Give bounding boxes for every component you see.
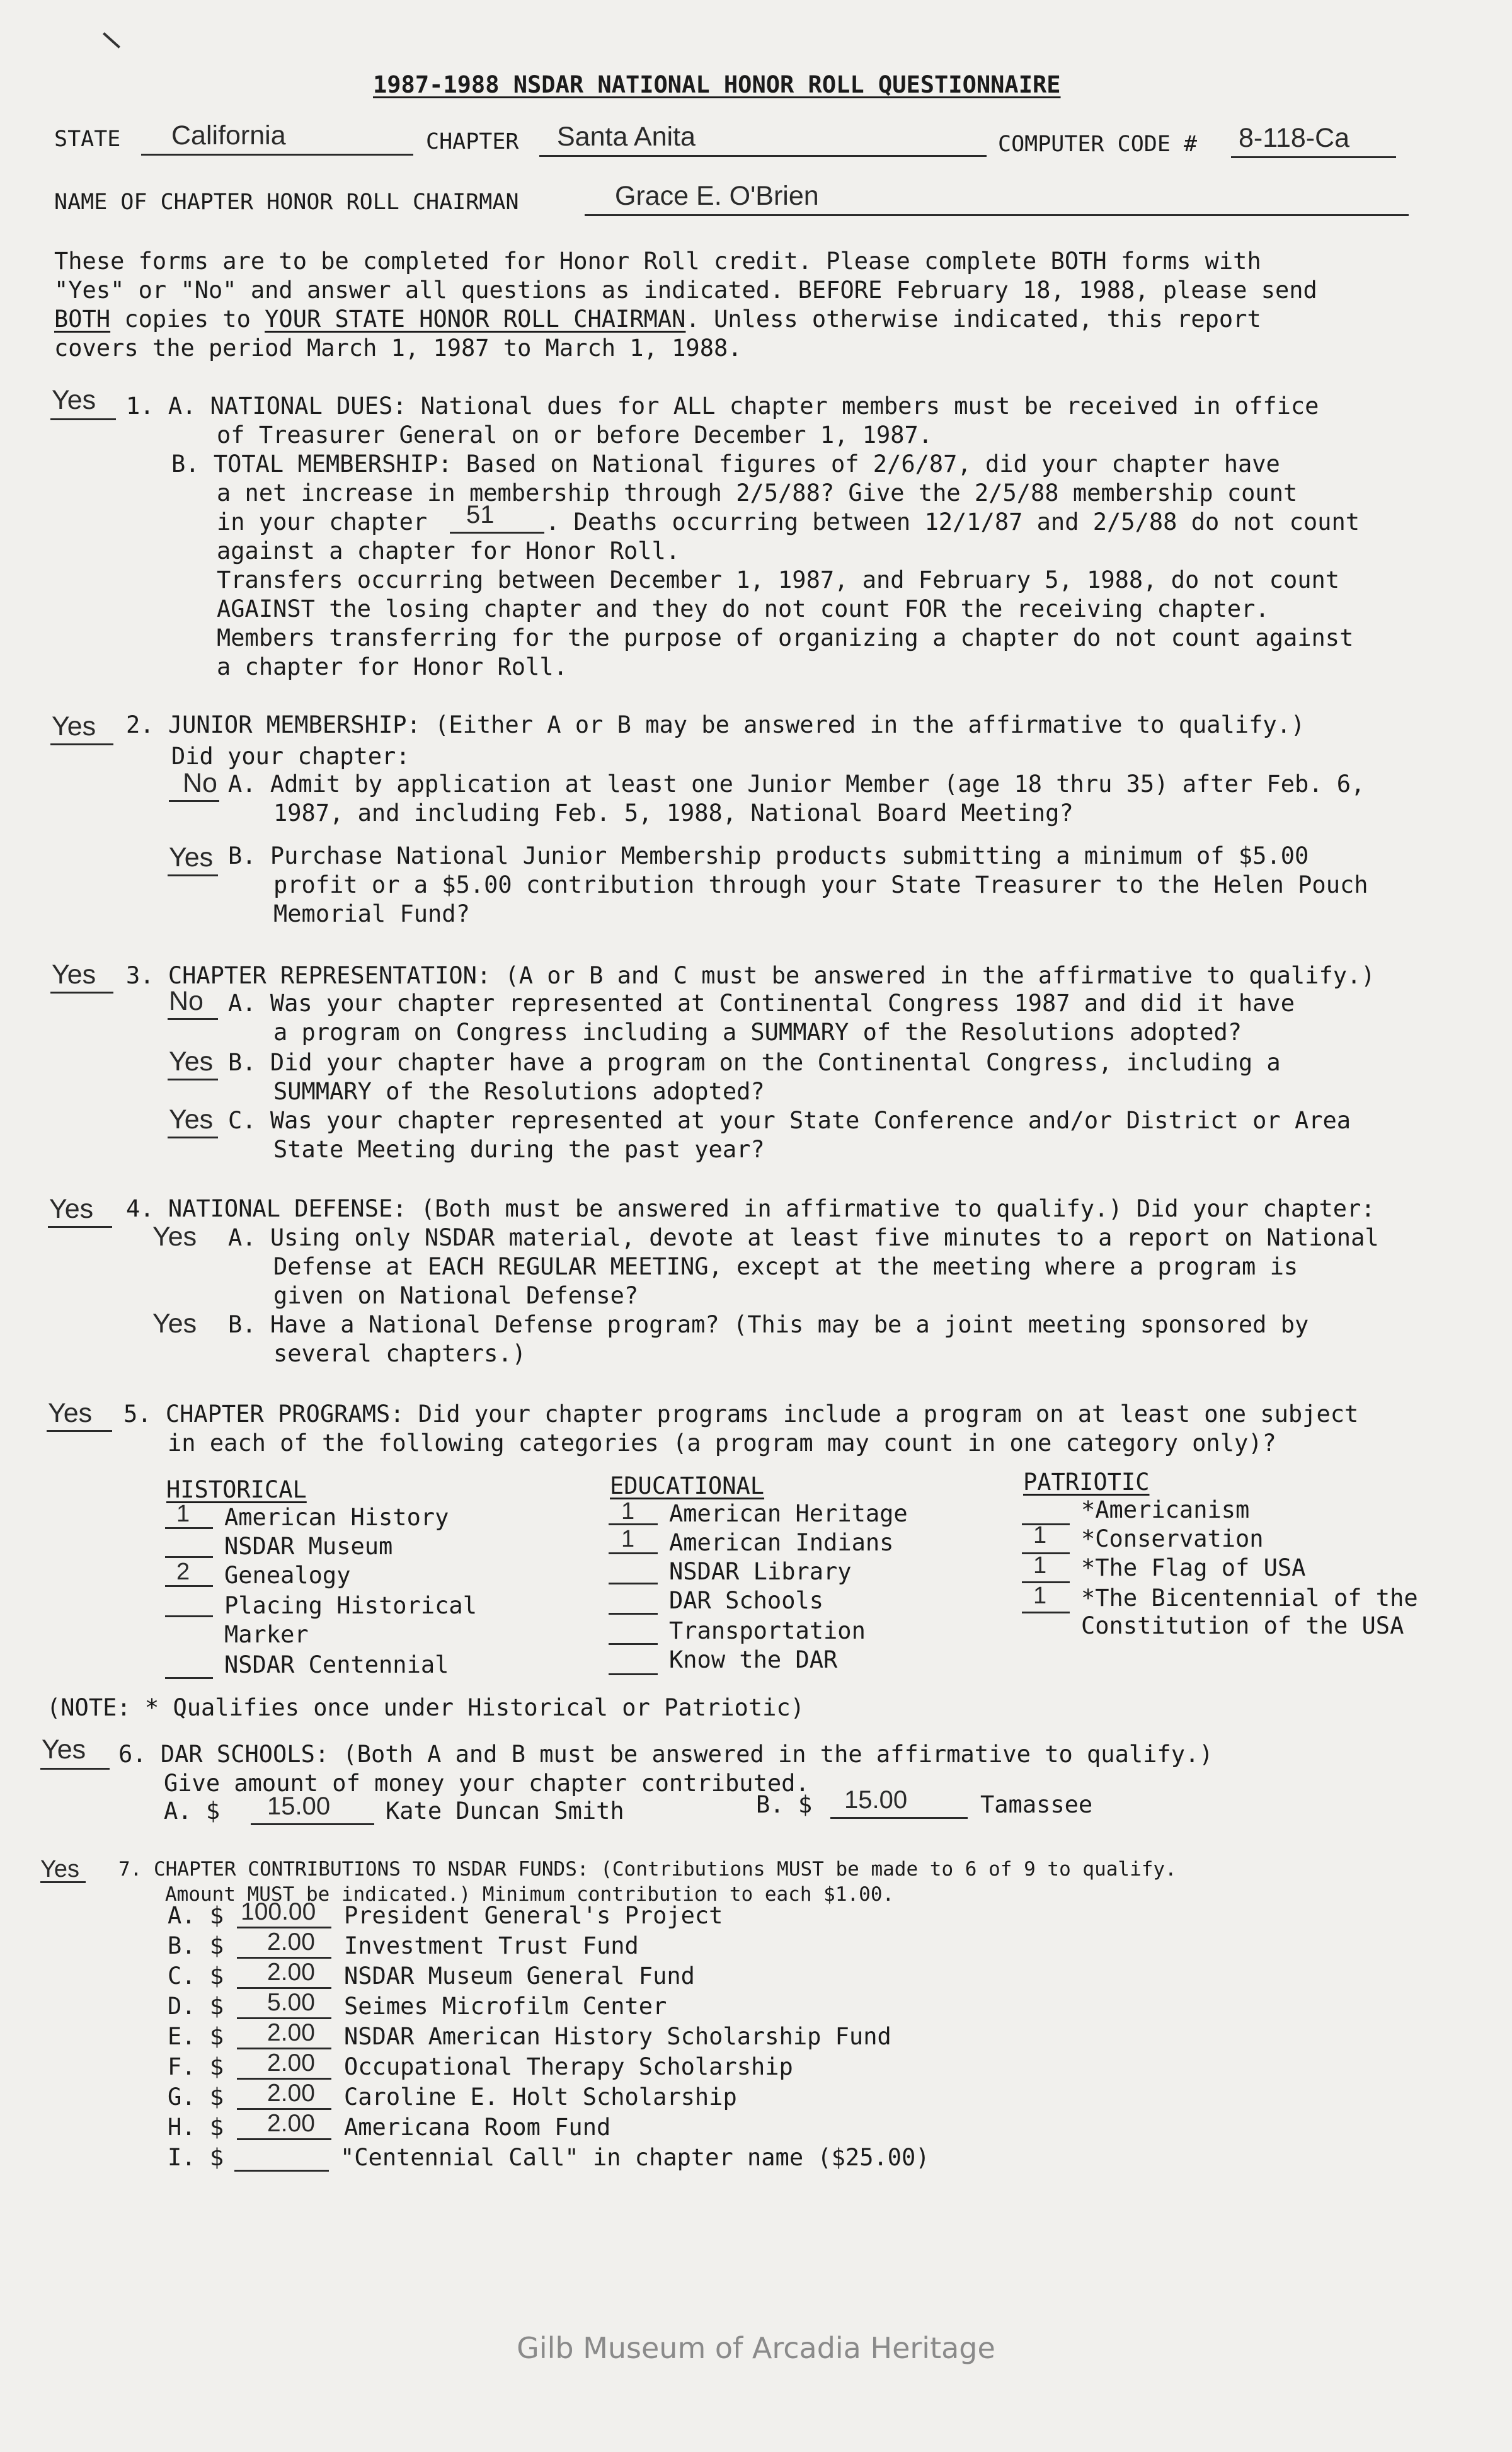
- computer-code-label: COMPUTER CODE #: [998, 132, 1198, 157]
- intro-both: BOTH: [54, 306, 111, 333]
- q3c-answer-line: [168, 1137, 218, 1138]
- q4-answer-line: [48, 1226, 112, 1228]
- fund-g-label: Caroline E. Holt Scholarship: [344, 2083, 737, 2111]
- fund-d-amount[interactable]: 5.00: [267, 1989, 315, 2016]
- q2a-answer-line: [169, 800, 219, 802]
- q1b-line-3b: . Deaths occurring between 12/1/87 and 2/5/88 do not count: [546, 508, 1360, 536]
- fund-f-amount[interactable]: 2.00: [267, 2049, 315, 2077]
- fund-c-label: NSDAR Museum General Fund: [344, 1962, 695, 1990]
- q2b-answer[interactable]: Yes: [169, 842, 214, 873]
- fund-e-label: NSDAR American History Scholarship Fund: [344, 2023, 891, 2050]
- intro-line-4: covers the period March 1, 1987 to March 1, 1988.: [54, 335, 742, 362]
- q3a-line-1: A. Was your chapter represented at Continental Congress 1987 and did it have: [228, 990, 1295, 1017]
- membership-count-line: [450, 532, 544, 534]
- fund-e-letter: E. $: [168, 2023, 224, 2050]
- q6b-line: [830, 1817, 968, 1819]
- patriotic-count-conservation[interactable]: 1: [1033, 1522, 1047, 1549]
- q2-answer[interactable]: Yes: [52, 711, 96, 742]
- educational-line-2: [609, 1552, 658, 1554]
- intro-line-2: "Yes" or "No" and answer all questions as indicated. BEFORE February 18, 1988, please send: [54, 277, 1317, 304]
- fund-b-amount[interactable]: 2.00: [267, 1928, 315, 1956]
- educational-item-american-indians: American Indians: [669, 1529, 894, 1556]
- q1b-line-3a: in your chapter: [217, 508, 428, 536]
- patriotic-item-conservation: *Conservation: [1081, 1525, 1264, 1552]
- q6a-line: [251, 1823, 374, 1825]
- fund-h-letter: H. $: [168, 2114, 224, 2141]
- q6b-prefix: B. $: [756, 1791, 813, 1818]
- q3-answer-line: [50, 992, 113, 994]
- q7-line-2: Amount MUST be indicated.) Minimum contribution to each $1.00.: [165, 1883, 895, 1906]
- fund-a-label: President General's Project: [344, 1902, 723, 1929]
- q2-line-2: Did your chapter:: [171, 743, 410, 770]
- q7-answer[interactable]: Yes: [40, 1856, 79, 1882]
- tamassee-amount[interactable]: 15.00: [844, 1786, 908, 1814]
- fund-d-letter: D. $: [168, 1993, 224, 2020]
- q6-answer[interactable]: Yes: [42, 1734, 86, 1765]
- q4b-line-2: several chapters.): [273, 1340, 526, 1367]
- historical-item-placing-marker: Placing Historical: [224, 1592, 477, 1619]
- patriotic-heading: PATRIOTIC: [1023, 1469, 1150, 1496]
- educational-line-6: [609, 1673, 658, 1675]
- educational-count-american-indians[interactable]: 1: [621, 1526, 635, 1552]
- q1b-line-2: a net increase in membership through 2/5/88? Give the 2/5/88 membership count: [217, 479, 1298, 507]
- patriotic-count-bicentennial[interactable]: 1: [1033, 1583, 1047, 1609]
- chapter-line: [539, 155, 987, 157]
- patriotic-count-flag[interactable]: 1: [1033, 1552, 1047, 1579]
- fund-c-letter: C. $: [168, 1962, 224, 1990]
- fund-i-letter: I. $: [168, 2144, 224, 2171]
- q3b-answer[interactable]: Yes: [169, 1046, 214, 1077]
- q4-line-1: 4. NATIONAL DEFENSE: (Both must be answered in affirmative to qualify.) Did your chapter:: [126, 1195, 1375, 1222]
- fund-e-amount[interactable]: 2.00: [267, 2019, 315, 2046]
- q2a-answer[interactable]: No: [183, 768, 217, 798]
- q3b-line-1: B. Did your chapter have a program on the Continental Congress, including a: [228, 1049, 1281, 1076]
- historical-item-genealogy: Genealogy: [224, 1562, 351, 1589]
- state-line: [141, 154, 413, 156]
- fund-f-label: Occupational Therapy Scholarship: [344, 2053, 793, 2080]
- educational-heading: EDUCATIONAL: [610, 1472, 765, 1499]
- fund-a-amount[interactable]: 100.00: [241, 1898, 316, 1925]
- educational-line-3: [609, 1583, 658, 1584]
- educational-item-dar-schools: DAR Schools: [669, 1587, 824, 1614]
- fund-i-label: "Centennial Call" in chapter name ($25.00): [340, 2144, 930, 2171]
- historical-line-4: [165, 1615, 213, 1617]
- fund-g-amount[interactable]: 2.00: [267, 2080, 315, 2107]
- computer-code-line: [1231, 156, 1396, 158]
- q5-line-1: 5. CHAPTER PROGRAMS: Did your chapter programs include a program on at least one subject: [123, 1401, 1359, 1428]
- q4a-line-2: Defense at EACH REGULAR MEETING, except at the meeting where a program is: [273, 1253, 1298, 1280]
- q1b-line-1: B. TOTAL MEMBERSHIP: Based on National figures of 2/6/87, did your chapter have: [171, 450, 1280, 478]
- q2-line-1: 2. JUNIOR MEMBERSHIP: (Either A or B may be answered in the affirmative to qualify.): [126, 711, 1305, 738]
- q3c-line-2: State Meeting during the past year?: [273, 1136, 765, 1163]
- q4a-line-3: given on National Defense?: [273, 1282, 639, 1309]
- q2b-answer-line: [168, 874, 218, 876]
- fund-h-label: Americana Room Fund: [344, 2114, 611, 2141]
- fund-b-letter: B. $: [168, 1932, 224, 1959]
- q1a-line-1: 1. A. NATIONAL DUES: National dues for ALL chapter members must be received in office: [126, 392, 1319, 420]
- membership-count[interactable]: 51: [466, 501, 495, 529]
- patriotic-item-bicentennial: *The Bicentennial of the: [1081, 1584, 1418, 1612]
- intro-line-3: BOTH copies to YOUR STATE HONOR ROLL CHAIRMAN. Unless otherwise indicated, this report: [54, 306, 1261, 333]
- q3a-answer-line: [168, 1018, 218, 1020]
- historical-line-3: [165, 1585, 213, 1587]
- q3b-answer-line: [168, 1079, 218, 1080]
- chapter-value[interactable]: Santa Anita: [557, 122, 696, 152]
- patriotic-item-flag: *The Flag of USA: [1081, 1554, 1306, 1581]
- q2-answer-line: [50, 743, 113, 745]
- q1-answer-line: [50, 418, 116, 420]
- q6-line-2: Give amount of money your chapter contributed.: [164, 1770, 810, 1797]
- q2a-line-2: 1987, and including Feb. 5, 1988, National Board Meeting?: [273, 799, 1074, 827]
- historical-item-marker: Marker: [224, 1621, 309, 1648]
- q3b-line-2: SUMMARY of the Resolutions adopted?: [273, 1078, 765, 1105]
- educational-line-5: [609, 1643, 658, 1645]
- computer-code-value[interactable]: 8-118-Ca: [1239, 123, 1350, 153]
- historical-heading: HISTORICAL: [166, 1476, 307, 1503]
- q4a-answer[interactable]: Yes: [152, 1222, 197, 1252]
- educational-item-american-heritage: American Heritage: [669, 1500, 908, 1527]
- q1-answer[interactable]: Yes: [52, 385, 96, 415]
- chairman-value[interactable]: Grace E. O'Brien: [615, 181, 819, 211]
- q3a-line-2: a program on Congress including a SUMMARY of the Resolutions adopted?: [273, 1019, 1242, 1046]
- q1b-line-8: a chapter for Honor Roll.: [217, 653, 568, 680]
- q3c-answer[interactable]: Yes: [169, 1104, 214, 1135]
- q1b-line-7: Members transferring for the purpose of organizing a chapter do not count against: [217, 624, 1354, 651]
- q4b-answer[interactable]: Yes: [152, 1309, 197, 1339]
- historical-item-nsdar-centennial: NSDAR Centennial: [224, 1651, 449, 1678]
- state-label: STATE: [54, 127, 121, 152]
- q7-answer-line: [40, 1881, 86, 1883]
- q5-line-2: in each of the following categories (a program may count in one category only)?: [168, 1429, 1276, 1457]
- q6-answer-line: [40, 1768, 110, 1770]
- historical-count-american-history[interactable]: 1: [176, 1501, 190, 1527]
- fund-b-label: Investment Trust Fund: [344, 1932, 639, 1959]
- q3-answer[interactable]: Yes: [52, 960, 96, 990]
- q4b-line-1: B. Have a National Defense program? (This may be a joint meeting sponsored by: [228, 1311, 1309, 1338]
- intro-state-chairman: YOUR STATE HONOR ROLL CHAIRMAN: [265, 306, 686, 333]
- historical-item-nsdar-museum: NSDAR Museum: [224, 1533, 393, 1560]
- q1b-line-5: Transfers occurring between December 1, 1987, and February 5, 1988, do not count: [217, 566, 1340, 593]
- patriotic-line-4: [1022, 1612, 1070, 1613]
- fund-i-line[interactable]: [234, 2170, 329, 2172]
- q5-answer[interactable]: Yes: [48, 1398, 93, 1428]
- educational-item-nsdar-library: NSDAR Library: [669, 1558, 852, 1585]
- historical-item-american-history: American History: [224, 1504, 449, 1531]
- fund-c-amount[interactable]: 2.00: [267, 1959, 315, 1986]
- historical-count-genealogy[interactable]: 2: [176, 1559, 190, 1585]
- fund-h-line: [237, 2138, 331, 2140]
- fund-a-letter: A. $: [168, 1902, 224, 1929]
- fund-g-letter: G. $: [168, 2083, 224, 2111]
- q1b-line-6: AGAINST the losing chapter and they do not count FOR the receiving chapter.: [217, 595, 1269, 622]
- q6a-prefix: A. $: [164, 1797, 220, 1825]
- q2b-line-2: profit or a $5.00 contribution through your State Treasurer to the Helen Pouch: [273, 871, 1368, 898]
- q2b-line-3: Memorial Fund?: [273, 900, 470, 927]
- q3a-answer[interactable]: No: [169, 986, 203, 1016]
- educational-item-transportation: Transportation: [669, 1617, 866, 1644]
- educational-item-know-the-dar: Know the DAR: [669, 1646, 838, 1673]
- q1a-line-2: of Treasurer General on or before December 1, 1987.: [217, 421, 933, 449]
- fund-d-label: Seimes Microfilm Center: [344, 1993, 667, 2020]
- q5-note: (NOTE: * Qualifies once under Historical or Patriotic): [47, 1694, 805, 1721]
- q1b-line-4: against a chapter for Honor Roll.: [217, 537, 680, 564]
- q6a-label: Kate Duncan Smith: [386, 1797, 624, 1825]
- kate-duncan-smith-amount[interactable]: 15.00: [267, 1792, 331, 1820]
- q6-line-1: 6. DAR SCHOOLS: (Both A and B must be answered in the affirmative to qualify.): [118, 1741, 1213, 1768]
- educational-count-american-heritage[interactable]: 1: [621, 1498, 635, 1525]
- intro-line-1: These forms are to be completed for Honor Roll credit. Please complete BOTH forms with: [54, 248, 1261, 275]
- stray-pen-mark: [103, 32, 120, 49]
- chairman-label: NAME OF CHAPTER HONOR ROLL CHAIRMAN: [54, 190, 519, 215]
- historical-line-5: [165, 1677, 213, 1679]
- q3c-line-1: C. Was your chapter represented at your State Conference and/or District or Area: [228, 1107, 1351, 1134]
- state-value[interactable]: California: [171, 120, 286, 151]
- page-title: 1987-1988 NSDAR NATIONAL HONOR ROLL QUESTIONNAIRE: [373, 71, 1061, 98]
- patriotic-item-americanism: *Americanism: [1081, 1496, 1250, 1523]
- q6b-label: Tamassee: [980, 1791, 1093, 1818]
- q7-line-1: 7. CHAPTER CONTRIBUTIONS TO NSDAR FUNDS: (Contributions MUST be made to 6 of 9 to qualify.: [118, 1858, 1177, 1881]
- q5-answer-line: [47, 1430, 112, 1432]
- q2b-line-1: B. Purchase National Junior Membership products submitting a minimum of $5.00: [228, 842, 1309, 869]
- q4a-line-1: A. Using only NSDAR material, devote at least five minutes to a report on National: [228, 1224, 1379, 1251]
- chairman-line: [585, 214, 1409, 216]
- educational-line-4: [609, 1613, 658, 1615]
- museum-watermark: Gilb Museum of Arcadia Heritage: [517, 2331, 995, 2365]
- historical-line-1: [165, 1527, 213, 1529]
- chapter-label: CHAPTER: [426, 129, 519, 154]
- patriotic-item-constitution: Constitution of the USA: [1081, 1612, 1404, 1639]
- q2a-line-1: A. Admit by application at least one Junior Member (age 18 thru 35) after Feb. 6,: [228, 771, 1365, 798]
- q3-line-1: 3. CHAPTER REPRESENTATION: (A or B and C must be answered in the affirmative to qualify.): [126, 962, 1375, 989]
- q4-answer[interactable]: Yes: [49, 1194, 94, 1224]
- fund-h-amount[interactable]: 2.00: [267, 2110, 315, 2137]
- fund-f-letter: F. $: [168, 2053, 224, 2080]
